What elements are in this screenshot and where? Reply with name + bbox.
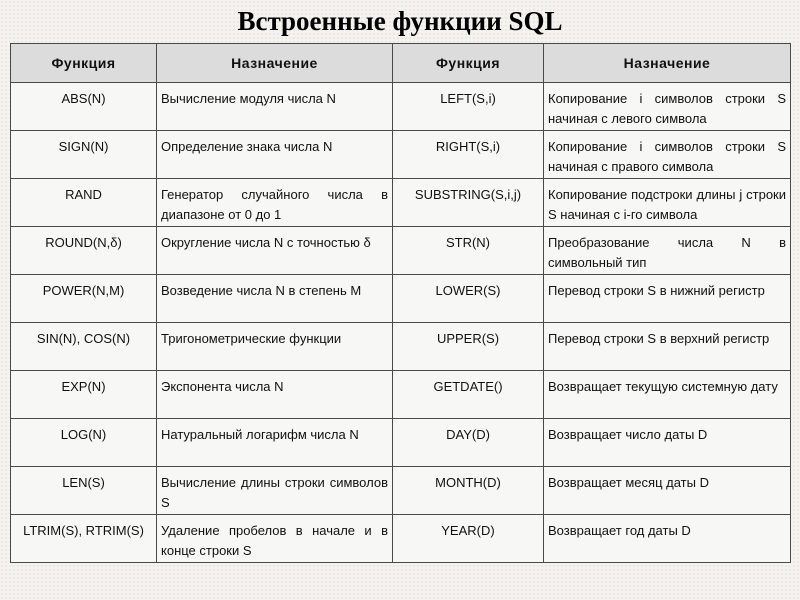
table-row (11, 467, 791, 515)
function-cell: SIN(N), COS(N) (11, 323, 157, 371)
function-cell: LEFT(S,i) (393, 83, 544, 131)
function-cell: POWER(N,M) (11, 275, 157, 323)
table-row (11, 275, 791, 323)
header-purpose-1: Назначение (157, 44, 393, 83)
function-cell: LOG(N) (11, 419, 157, 467)
function-cell: RIGHT(S,i) (393, 131, 544, 179)
table-row (11, 371, 791, 419)
table-row (11, 515, 791, 563)
purpose-cell: Округление числа N с точностью δ (157, 227, 393, 275)
purpose-cell: Удаление пробелов в начале и в конце строки S (157, 515, 393, 563)
function-cell: YEAR(D) (393, 515, 544, 563)
function-cell: MONTH(D) (393, 467, 544, 515)
table-row (11, 419, 791, 467)
purpose-cell: Копирование i символов строки S начиная с правого символа (544, 131, 791, 179)
function-cell: SUBSTRING(S,i,j) (393, 179, 544, 227)
purpose-cell: Преобразование числа N в символьный тип (544, 227, 791, 275)
purpose-cell: Перевод строки S в нижний регистр (544, 275, 791, 323)
function-cell: LEN(S) (11, 467, 157, 515)
purpose-cell: Вычисление модуля числа N (157, 83, 393, 131)
purpose-cell: Тригонометрические функции (157, 323, 393, 371)
function-cell: GETDATE() (393, 371, 544, 419)
table-row (11, 227, 791, 275)
purpose-cell: Возвращает число даты D (544, 419, 791, 467)
purpose-cell: Определение знака числа N (157, 131, 393, 179)
function-cell: ROUND(N,δ) (11, 227, 157, 275)
purpose-cell: Возвращает текущую системную дату (544, 371, 791, 419)
sql-functions-table (10, 43, 791, 563)
function-cell: LTRIM(S), RTRIM(S) (11, 515, 157, 563)
purpose-cell: Экспонента числа N (157, 371, 393, 419)
function-cell: DAY(D) (393, 419, 544, 467)
function-cell: RAND (11, 179, 157, 227)
purpose-cell: Вычисление длины строки символов S (157, 467, 393, 515)
table-row (11, 131, 791, 179)
purpose-cell: Копирование подстроки длины j строки S начиная с i-го символа (544, 179, 791, 227)
purpose-cell: Перевод строки S в верхний регистр (544, 323, 791, 371)
header-function-1: Функция (11, 44, 157, 83)
table-row (11, 179, 791, 227)
page-title: Встроенные функции SQL (237, 6, 563, 36)
header-purpose-2: Назначение (544, 44, 791, 83)
purpose-cell: Возведение числа N в степень M (157, 275, 393, 323)
table-header-row (11, 44, 791, 83)
function-cell: EXP(N) (11, 371, 157, 419)
function-cell: SIGN(N) (11, 131, 157, 179)
table-row (11, 323, 791, 371)
function-cell: STR(N) (393, 227, 544, 275)
function-cell: ABS(N) (11, 83, 157, 131)
purpose-cell: Возвращает месяц даты D (544, 467, 791, 515)
purpose-cell: Натуральный логарифм числа N (157, 419, 393, 467)
function-cell: LOWER(S) (393, 275, 544, 323)
purpose-cell: Копирование i символов строки S начиная с левого символа (544, 83, 791, 131)
table-row (11, 83, 791, 131)
purpose-cell: Генератор случайного числа в диапазоне от 0 до 1 (157, 179, 393, 227)
header-function-2: Функция (393, 44, 544, 83)
purpose-cell: Возвращает год даты D (544, 515, 791, 563)
function-cell: UPPER(S) (393, 323, 544, 371)
